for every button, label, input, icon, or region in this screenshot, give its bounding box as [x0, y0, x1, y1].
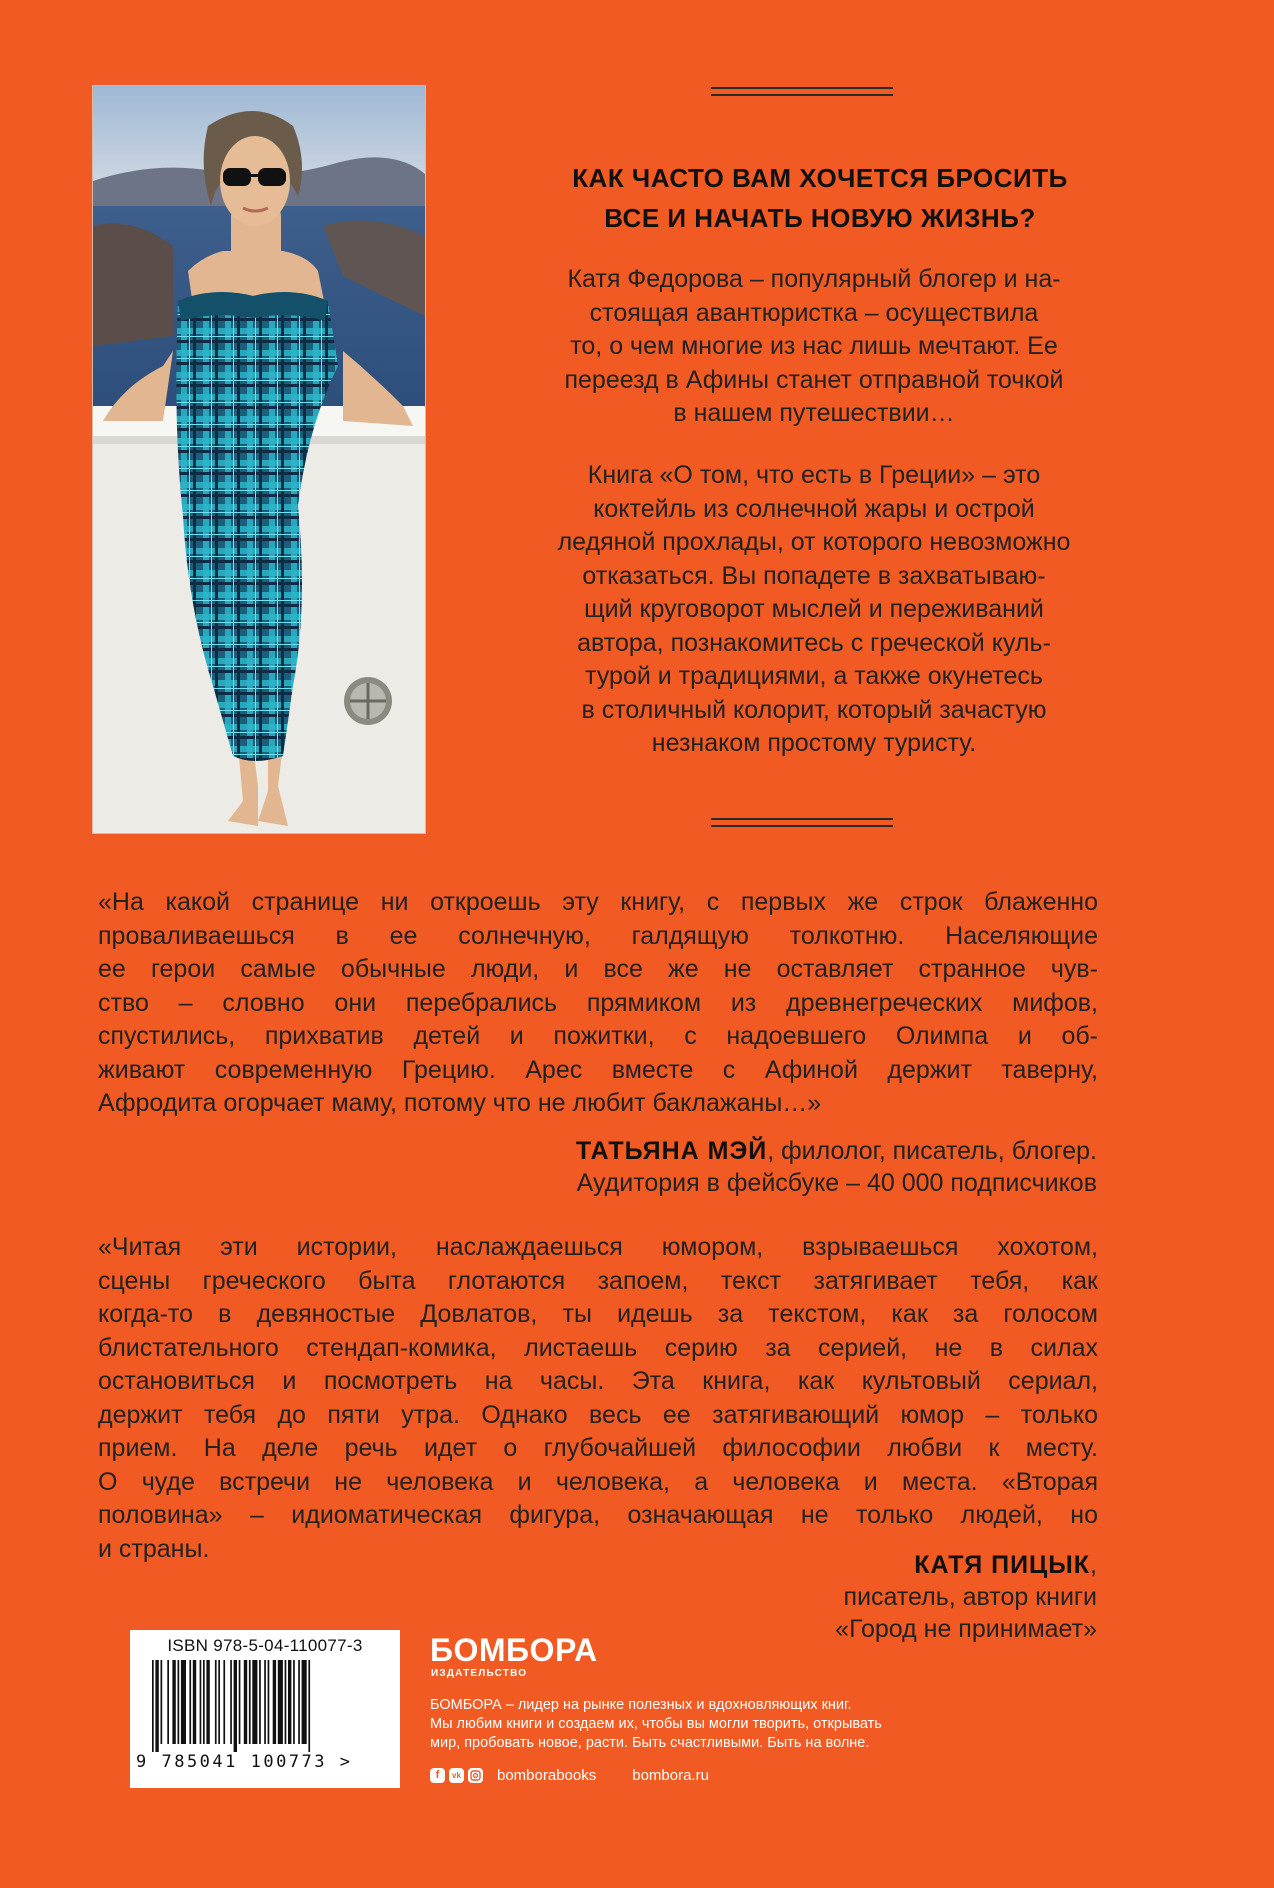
intro-paragraph — [500, 263, 1128, 431]
book-line: Книга «О том, что есть в Греции» – это — [587, 461, 1041, 489]
publisher-logo: БОМБОРА — [430, 1632, 598, 1668]
intro-line: переезд в Афины станет отправной точкой — [564, 365, 1064, 394]
barcode-bar — [223, 1660, 225, 1744]
publisher-desc-line: Мы любим книги и создаем их, чтобы вы могли творить, открывать — [430, 1716, 882, 1732]
barcode-bar — [215, 1660, 217, 1744]
barcode-bar — [298, 1660, 300, 1744]
intro-line: стоящая авантюристка – осуществила — [589, 298, 1039, 327]
quote-1-author-role: , филолог, писатель, блогер. — [767, 1137, 1097, 1165]
book-line: в столичный колорит, который зачастую — [581, 695, 1047, 724]
quote-line: половина» – идиоматическая фигура, означающая не только людей, но — [98, 1501, 1098, 1529]
quote-2-attribution — [835, 1549, 1097, 1645]
barcode-bar — [308, 1660, 310, 1752]
barcode-bar — [189, 1660, 191, 1744]
publisher-desc-line: мир, пробовать новое, расти. Быть счастливыми. Быть на волне. — [430, 1735, 870, 1751]
barcode-bar — [234, 1660, 237, 1752]
isbn-barcode-box — [130, 1630, 400, 1788]
barcode-bar — [155, 1660, 158, 1752]
book-line: щий круговорот мыслей и переживаний — [584, 595, 1044, 623]
barcode-bar — [252, 1660, 257, 1744]
book-line: автора, познакомитесь с греческой куль- — [577, 628, 1051, 657]
facebook-icon[interactable]: f — [430, 1768, 445, 1783]
book-line: ледяной прохлады, от которого невозможно — [557, 528, 1071, 556]
intro-line: в нашем путешествии… — [673, 399, 955, 427]
barcode-bar — [200, 1660, 202, 1744]
barcode-bar — [273, 1660, 276, 1744]
book-line: коктейль из солнечной жары и острой — [593, 494, 1035, 523]
barcode — [152, 1660, 380, 1752]
barcode-bar — [293, 1660, 295, 1744]
headline-line-1: КАК ЧАСТО ВАМ ХОЧЕТСЯ БРОСИТЬ — [572, 163, 1068, 193]
quote-line: О чуде встречи не человека и человека, а человека и места. «Вторая — [98, 1467, 1098, 1496]
barcode-bar — [285, 1660, 287, 1744]
book-description — [500, 459, 1128, 761]
author-photo — [92, 85, 426, 834]
quote-2-author-book: «Город не принимает» — [835, 1615, 1097, 1643]
barcode-digits: 9 785041 100773 > — [136, 1752, 353, 1772]
publisher-subtitle: ИЗДАТЕЛЬСТВО — [431, 1668, 528, 1679]
isbn-label: ISBN 978-5-04-110077-3 — [167, 1636, 363, 1655]
review-quote-2 — [98, 1231, 1098, 1566]
quote-line: Афродита огорчает маму, потому что не любит баклажаны…» — [98, 1089, 822, 1117]
quote-line: ство – словно они перебрались прямиком из древнегреческих мифов, — [98, 988, 1098, 1017]
quote-line: ее герои самые обычные люди, и все же не оставляет странное чув- — [98, 955, 1098, 983]
book-line: отказаться. Вы попадете в захватываю- — [582, 561, 1046, 590]
publisher-description — [430, 1696, 950, 1753]
barcode-bar — [167, 1660, 169, 1744]
barcode-bar — [172, 1660, 175, 1744]
quote-1-author: ТАТЬЯНА МЭЙ — [575, 1137, 768, 1165]
headline-line-2: ВСЕ И НАЧАТЬ НОВУЮ ЖИЗНЬ? — [604, 203, 1036, 233]
headline — [480, 158, 1160, 238]
social-links — [430, 1765, 709, 1785]
quote-line: когда-то в девяностые Довлатов, ты идешь за текстом, как за голосом — [98, 1300, 1098, 1328]
quote-line: держит тебя до пяти утра. Однако весь ее затягивающий юмор – только — [98, 1400, 1098, 1429]
barcode-bar — [152, 1660, 154, 1752]
barcode-bar — [259, 1660, 261, 1744]
top-divider — [711, 87, 893, 99]
barcode-bar — [249, 1660, 251, 1744]
quote-line: «Читая эти истории, наслаждаешься юмором, взрываешься хохотом, — [98, 1233, 1098, 1261]
quote-line: проваливаешься в ее солнечную, галдящую толкотню. Населяющие — [98, 921, 1098, 950]
vk-icon[interactable]: vk — [449, 1768, 464, 1783]
barcode-bar — [230, 1660, 232, 1744]
quote-line: спустились, прихватив детей и пожитки, с надоевшего Олимпа и об- — [98, 1022, 1098, 1050]
review-quote-1 — [98, 886, 1098, 1121]
barcode-bar — [288, 1660, 291, 1744]
instagram-icon[interactable] — [468, 1768, 483, 1783]
intro-line: то, о чем многие из нас лишь мечтают. Ее — [570, 332, 1058, 360]
website-link[interactable]: bombora.ru — [632, 1766, 709, 1784]
quote-line: блистательного стендап-комика, листаешь серию за серией, не в силах — [98, 1333, 1098, 1362]
barcode-bar — [161, 1660, 163, 1744]
quote-2-author-comma: , — [1090, 1551, 1097, 1579]
barcode-bar — [203, 1660, 205, 1744]
barcode-bar — [268, 1660, 270, 1744]
barcode-bar — [302, 1660, 307, 1744]
book-line: турой и традициями, а также окунетесь — [585, 662, 1043, 690]
quote-line: остановиться и посмотреть на часы. Эта книга, как культовый сериал, — [98, 1367, 1098, 1395]
barcode-bar — [244, 1660, 247, 1744]
quote-line: и страны. — [98, 1534, 210, 1563]
quote-line: сцены греческого быта глотаются запоем, текст затягивает тебя, как — [98, 1266, 1098, 1295]
barcode-bar — [193, 1660, 196, 1744]
barcode-bar — [239, 1660, 241, 1744]
social-handle[interactable]: bomborabooks — [497, 1766, 597, 1784]
barcode-bar — [181, 1660, 186, 1744]
barcode-bar — [278, 1660, 283, 1744]
barcode-bar — [206, 1660, 209, 1744]
quote-1-attribution — [576, 1135, 1097, 1199]
quote-1-author-audience: Аудитория в фейсбуке – 40 000 подписчиков — [576, 1169, 1097, 1197]
barcode-bar — [264, 1660, 266, 1744]
quote-line: живают современную Грецию. Арес вместе с Афиной держит таверну, — [98, 1055, 1098, 1084]
quote-2-author-role: писатель, автор книги — [843, 1583, 1097, 1611]
book-line: незнаком простому туристу. — [651, 729, 977, 757]
barcode-bar — [178, 1660, 180, 1744]
quote-line: прием. На деле речь идет о глубочайшей философии любви к месту. — [98, 1434, 1098, 1462]
intro-line: Катя Федорова – популярный блогер и на- — [567, 265, 1061, 293]
middle-divider — [711, 818, 893, 830]
quote-line: «На какой странице ни откроешь эту книгу, с первых же строк блаженно — [98, 888, 1098, 916]
publisher-desc-line: БОМБОРА – лидер на рынке полезных и вдохновляющих книг. — [430, 1697, 852, 1713]
quote-2-author: КАТЯ ПИЦЫК — [914, 1551, 1091, 1579]
barcode-bar — [218, 1660, 220, 1744]
